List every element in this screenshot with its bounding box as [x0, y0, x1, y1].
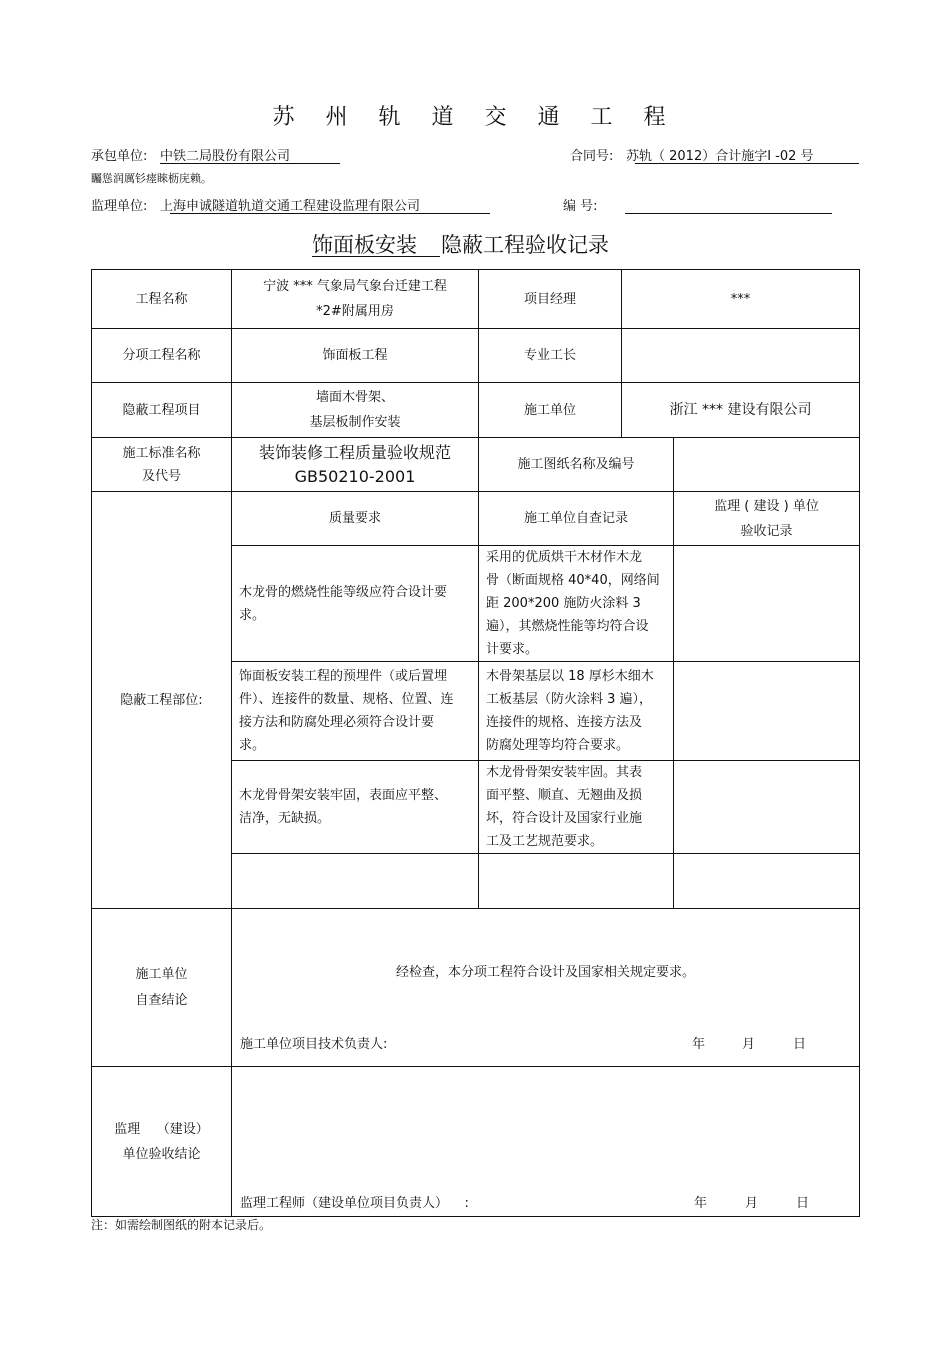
- record-3-line4: 工及工艺规范要求。: [486, 834, 604, 849]
- standard-value-line1: 装饰装修工程质量验收规范: [258, 442, 451, 462]
- record-1-line1: 采用的优质烘干木材作木龙: [486, 550, 643, 565]
- self-date-year: 年: [692, 1037, 706, 1052]
- self-signer-label: 施工单位项目技术负责人:: [240, 1037, 388, 1052]
- standard-label: [92, 438, 232, 492]
- row-sub-project: [92, 329, 860, 383]
- row-self-conclusion: [92, 909, 860, 1067]
- quality-3-line1: 木龙骨骨架安装牢固，表面应平整、: [239, 788, 448, 803]
- col-supervision-line2: 验收记录: [740, 523, 793, 539]
- record-3-line1: 木龙骨骨架安装牢固。其表: [486, 765, 643, 780]
- foreman-value: [622, 329, 860, 383]
- contractor-label: 承包单位:: [91, 149, 148, 164]
- quality-2-line2: 件）、连接件的数量、规格、位置、连: [239, 692, 454, 707]
- sub-project-label: 分项工程名称: [92, 329, 232, 383]
- self-conclusion-cell: [232, 909, 860, 1067]
- serial-underline: [625, 213, 832, 214]
- supervision-signer-label: 监理工程师（建设单位项目负责人） :: [240, 1196, 469, 1211]
- supervisor-label: 监理单位:: [91, 199, 148, 214]
- record-2-line2: 工板基层（防火涂料 3 遍），: [486, 692, 653, 707]
- self-date-month: 月: [742, 1037, 756, 1052]
- drawing-label: 施工图纸名称及编号: [479, 438, 674, 492]
- quality-requirement-2: [232, 662, 479, 761]
- project-name-value: [232, 270, 479, 329]
- builder-label: 施工单位: [479, 383, 622, 438]
- supervision-conclusion-cell: [232, 1067, 860, 1217]
- document-title: 苏 州 轨 道 交 通 工 程: [272, 105, 678, 130]
- quality-3-line2: 洁净，无缺损。: [239, 811, 331, 826]
- row-supervision-conclusion: [92, 1067, 860, 1217]
- contract-no-label: 合同号:: [570, 149, 614, 164]
- col-supervision-line1: 监理 ( 建设 ) 单位: [714, 498, 819, 514]
- supervision-signature-row: [240, 1192, 859, 1215]
- hidden-part-label: 隐蔽工程部位:: [92, 492, 232, 909]
- footnote: 注：如需绘制图纸的附本记录后。: [91, 1218, 272, 1232]
- builder-value: 浙江 *** 建设有限公司: [622, 383, 860, 438]
- hidden-item-line2: 基层板制作安装: [309, 415, 401, 430]
- self-check-record-3: [479, 761, 674, 854]
- record-3-line2: 面平整、顺直、无翘曲及损: [486, 788, 643, 803]
- col-supervision-header: [674, 492, 860, 546]
- quality-2-line3: 接方法和防腐处理必须符合设计要: [239, 715, 435, 730]
- foreman-label: 专业工长: [479, 329, 622, 383]
- supervisor-value: 上海申诚隧道轨道交通工程建设监理有限公司: [160, 199, 421, 214]
- inspection-form-table: [91, 269, 860, 1217]
- supervision-date-day: 日: [796, 1196, 810, 1211]
- record-1-line5: 计要求。: [486, 642, 539, 657]
- project-manager-label: 项目经理: [479, 270, 622, 329]
- contractor-underline: [160, 163, 340, 164]
- contract-no-underline: [635, 163, 859, 164]
- record-2-line1: 木骨架基层以 18 厚杉木细木: [486, 669, 654, 684]
- quality-1-line1: 木龙骨的燃烧性能等级应符合设计要: [239, 584, 448, 600]
- supervision-record-2: [674, 662, 860, 761]
- supervision-conclusion-label-line2: 单位验收结论: [122, 1146, 201, 1162]
- garbled-text: 矚慫润厲钐瘗睞枥庑赖。: [91, 172, 212, 185]
- supervision-conclusion-label: [92, 1067, 232, 1217]
- project-name-line1: 宁波 *** 气象局气象台迁建工程: [263, 279, 447, 294]
- hidden-item-line1: 墙面木骨架、: [315, 390, 394, 405]
- project-name-line2: *2#附属用房: [316, 304, 394, 319]
- quality-2-line4: 求。: [239, 738, 266, 753]
- quality-requirement-1: [232, 546, 479, 662]
- standard-label-line1: 施工标准名称: [122, 445, 201, 461]
- subtitle-part2: 隐蔽工程验收记录: [441, 233, 609, 257]
- self-conclusion-label-line2: 自查结论: [135, 992, 188, 1008]
- supervision-record-1: [674, 546, 860, 662]
- col-self-check-header: 施工单位自查记录: [479, 492, 674, 546]
- quality-2-line1: 饰面板安装工程的预埋件（或后置埋: [239, 669, 448, 684]
- self-signature-row: [240, 1033, 859, 1056]
- self-conclusion-label-line1: 施工单位: [135, 966, 188, 982]
- project-name-label: 工程名称: [92, 270, 232, 329]
- empty-supervision-cell: [674, 854, 860, 909]
- row-check-headers: [92, 492, 860, 546]
- record-3-line3: 坏，符合设计及国家行业施: [486, 811, 643, 826]
- supervisor-underline: [170, 213, 490, 214]
- standard-value: [232, 438, 479, 492]
- drawing-value: [674, 438, 860, 492]
- supervision-conclusion-label-line1: 监理 （建设）: [114, 1121, 209, 1137]
- quality-1-line2: 求。: [239, 607, 266, 623]
- contract-no-value: 苏轨（ 2012）合计施字Ⅰ -02 号: [626, 149, 814, 164]
- record-1-line3: 距 200*200 施防火涂料 3: [486, 596, 641, 611]
- row-project-name: [92, 270, 860, 329]
- record-1-line4: 遍），其燃烧性能等均符合设: [486, 619, 649, 634]
- record-2-line3: 连接件的规格、连接方法及: [486, 715, 643, 730]
- supervision-date-month: 月: [745, 1196, 759, 1211]
- subtitle-underline: [312, 256, 440, 257]
- sub-project-value: 饰面板工程: [232, 329, 479, 383]
- standard-label-line2: 及代号: [141, 468, 181, 484]
- self-check-record-1: [479, 546, 674, 662]
- self-conclusion-label: [92, 909, 232, 1067]
- serial-label: 编 号:: [563, 199, 598, 214]
- supervision-date-year: 年: [694, 1196, 708, 1211]
- record-2-line4: 防腐处理等均符合要求。: [486, 738, 630, 753]
- quality-requirement-3: [232, 761, 479, 854]
- contractor-value: 中铁二局股份有限公司: [160, 149, 291, 164]
- hidden-item-value: [232, 383, 479, 438]
- row-hidden-item: [92, 383, 860, 438]
- hidden-item-label: 隐蔽工程项目: [92, 383, 232, 438]
- supervision-record-3: [674, 761, 860, 854]
- self-conclusion-text: 经检查，本分项工程符合设计及国家相关规定要求。: [395, 965, 695, 980]
- self-date-day: 日: [793, 1037, 807, 1052]
- project-manager-value: ***: [622, 270, 860, 329]
- empty-quality-cell: [232, 854, 479, 909]
- row-standard: [92, 438, 860, 492]
- subtitle-part1: 饰面板安装: [312, 233, 417, 257]
- standard-value-line2: GB50210-2001: [294, 466, 416, 486]
- empty-record-cell: [479, 854, 674, 909]
- col-quality-header: 质量要求: [232, 492, 479, 546]
- self-check-record-2: [479, 662, 674, 761]
- record-1-line2: 骨（断面规格 40*40，网络间: [486, 573, 660, 588]
